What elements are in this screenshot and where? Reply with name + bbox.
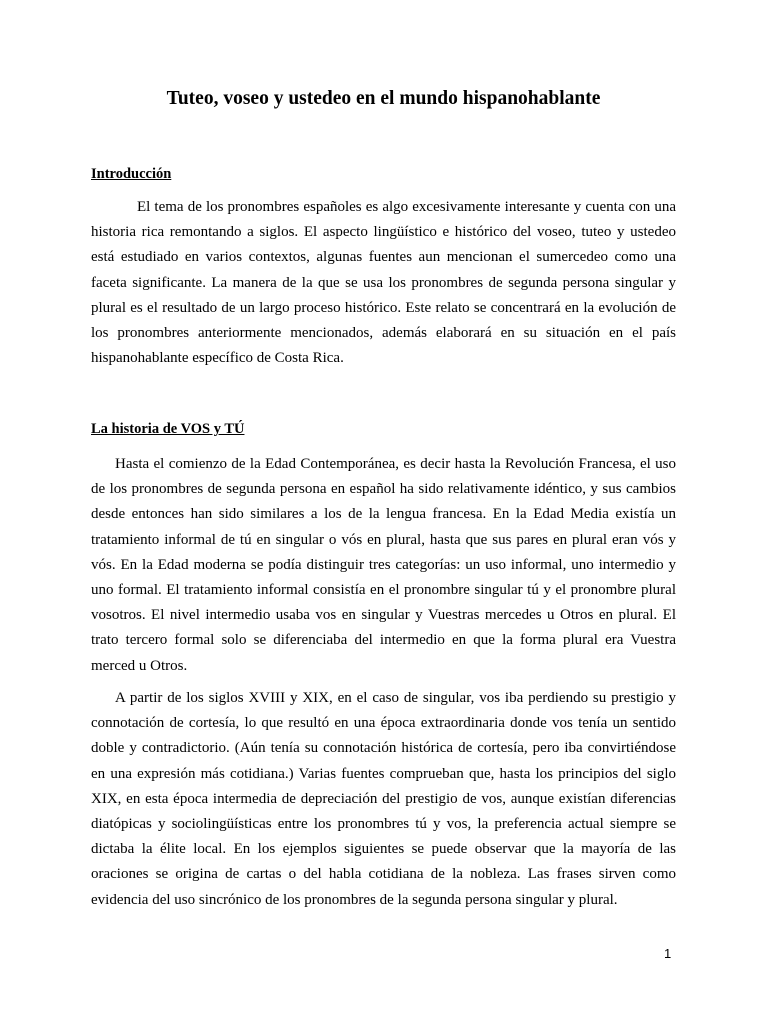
- document-title: Tuteo, voseo y ustedeo en el mundo hispanohablante: [166, 88, 601, 109]
- page-number: 1: [664, 946, 672, 961]
- paragraph-historia-1: Hasta el comienzo de la Edad Contemporánea, es decir hasta la Revolución Francesa, el uso de los pronombres de segunda persona en español ha sido relativamente idéntico, y sus cambios desde entonces han sido similares a los de la lengua francesa. En la Edad Media existía un tratamiento informal de tú en singular o vós en plural, hasta que sus pares en plural eran vós y vós. En la Edad moderna se podía distinguir tres categorías: un uso informal, uno intermedio y uno formal. El tratamiento informal consistía en el pronombre singular tú y el pronombre plural vosotros. El nivel intermedio usaba vos en singular y Vuestras mercedes u Otros en plural. El trato tercero formal solo se diferenciaba del intermedio en que la forma plural era Vuestra merced u Otros.: [91, 456, 676, 674]
- paragraph-introduccion: El tema de los pronombres españoles es algo excesivamente interesante y cuenta con una historia rica remontando a siglos. El aspecto lingüístico e histórico del voseo, tuteo y ustedeo está estudiado en varios contextos, algunas fuentes aun mencionan el sumercedeo como una faceta significante. La manera de la que se usa los pronombres de segunda persona singular y plural es el resultado de un largo proceso histórico. Este relato se concentrará en la evolución de los pronombres anteriormente mencionados, además elaborará en su situación en el país hispanohablante específico de Costa Rica.: [91, 199, 676, 367]
- section-heading-historia: La historia de VOS y TÚ: [91, 421, 245, 437]
- paragraph-historia-2: A partir de los siglos XVIII y XIX, en el caso de singular, vos iba perdiendo su prestigio y connotación de cortesía, lo que resultó en una época extraordinaria donde vos tenía un sentido doble y contradictorio. (Aún tenía su connotación histórica de cortesía, pero iba convirtiéndose en una expresión más cotidiana.) Varias fuentes comprueban que, hasta los principios del siglo XIX, en esta época intermedia de depreciación del prestigio de vos, aunque existían diferencias diatópicas y sociolingüísticas entre los pronombres tú y vos, la preferencia actual siempre se dictaba la élite local. En los ejemplos siguientes se puede observar que la mayoría de las oraciones se origina de cartas o del habla cotidiana de la nobleza. Las frases sirven como evidencia del uso sincrónico de los pronombres de la segunda persona singular y plural.: [91, 690, 676, 908]
- section-heading-introduccion: Introducción: [91, 166, 172, 182]
